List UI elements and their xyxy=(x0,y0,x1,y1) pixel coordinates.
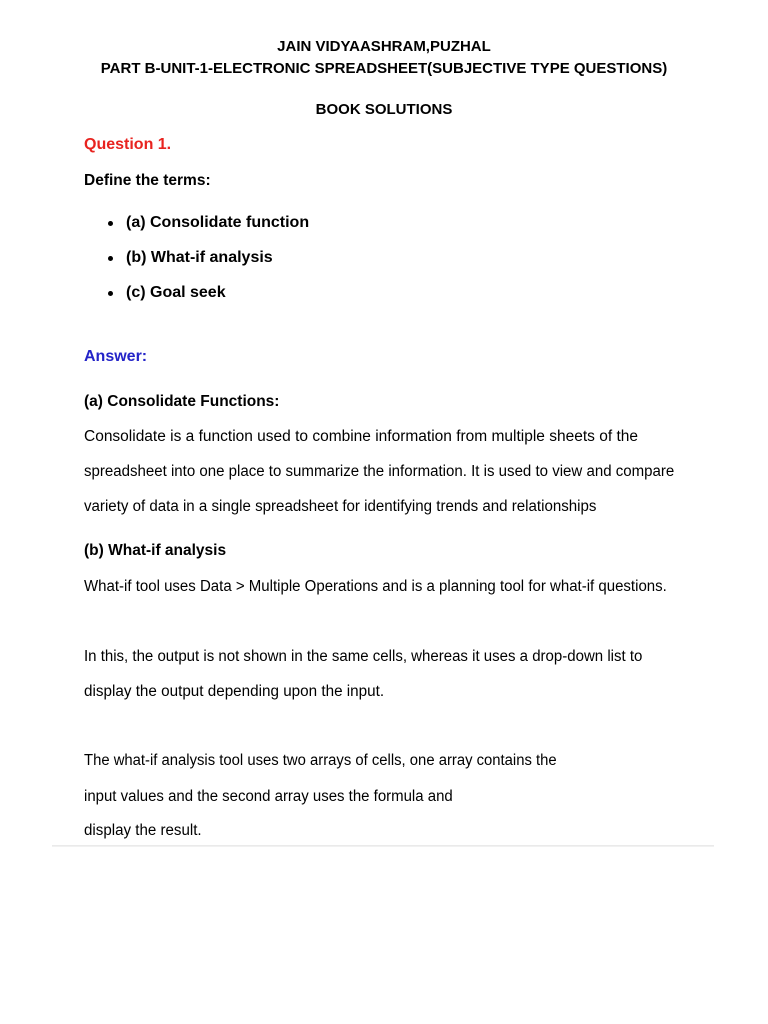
consolidate-line: variety of data in a single spreadsheet for identifying trends and relationships xyxy=(84,498,597,515)
section-title: BOOK SOLUTIONS xyxy=(315,101,453,118)
list-item-text: (a) Consolidate function xyxy=(126,214,310,231)
list-item-text: (b) What-if analysis xyxy=(126,249,273,266)
list-item-text: (c) Goal seek xyxy=(126,284,226,301)
consolidate-line: Consolidate is a function used to combine information from multiple sheets of the xyxy=(84,428,638,445)
unit-title: PART B-UNIT-1-ELECTRONIC SPREADSHEET(SUBJECTIVE TYPE QUESTIONS) xyxy=(100,60,668,77)
bullet-icon xyxy=(108,221,113,226)
list-item xyxy=(108,247,309,282)
consolidate-line: spreadsheet into one place to summarize the information. It is used to view and compare xyxy=(84,463,675,480)
school-title: JAIN VIDYAASHRAM,PUZHAL xyxy=(277,38,491,55)
question-label: Question 1. xyxy=(84,136,172,153)
whatif-line: What-if tool uses Data > Multiple Operations and is a planning tool for what-if questions. xyxy=(84,578,667,595)
question-items-list xyxy=(108,212,309,317)
whatif-para3-line: The what-if analysis tool uses two arrays of cells, one array contains the xyxy=(84,752,557,769)
whatif-heading: (b) What-if analysis xyxy=(84,542,227,559)
list-item xyxy=(108,212,309,247)
whatif-para3-line: input values and the second array uses the formula and xyxy=(84,788,453,805)
page-divider xyxy=(52,845,714,847)
answer-label: Answer: xyxy=(84,348,148,365)
whatif-para3-line: display the result. xyxy=(84,822,202,839)
bullet-icon xyxy=(108,291,113,296)
list-item xyxy=(108,282,309,317)
whatif-para2-line: In this, the output is not shown in the same cells, whereas it uses a drop-down list to xyxy=(84,648,643,665)
bullet-icon xyxy=(108,256,113,261)
question-prompt: Define the terms: xyxy=(84,172,211,189)
whatif-para2-line: display the output depending upon the input. xyxy=(84,683,385,700)
consolidate-heading: (a) Consolidate Functions: xyxy=(84,393,280,410)
